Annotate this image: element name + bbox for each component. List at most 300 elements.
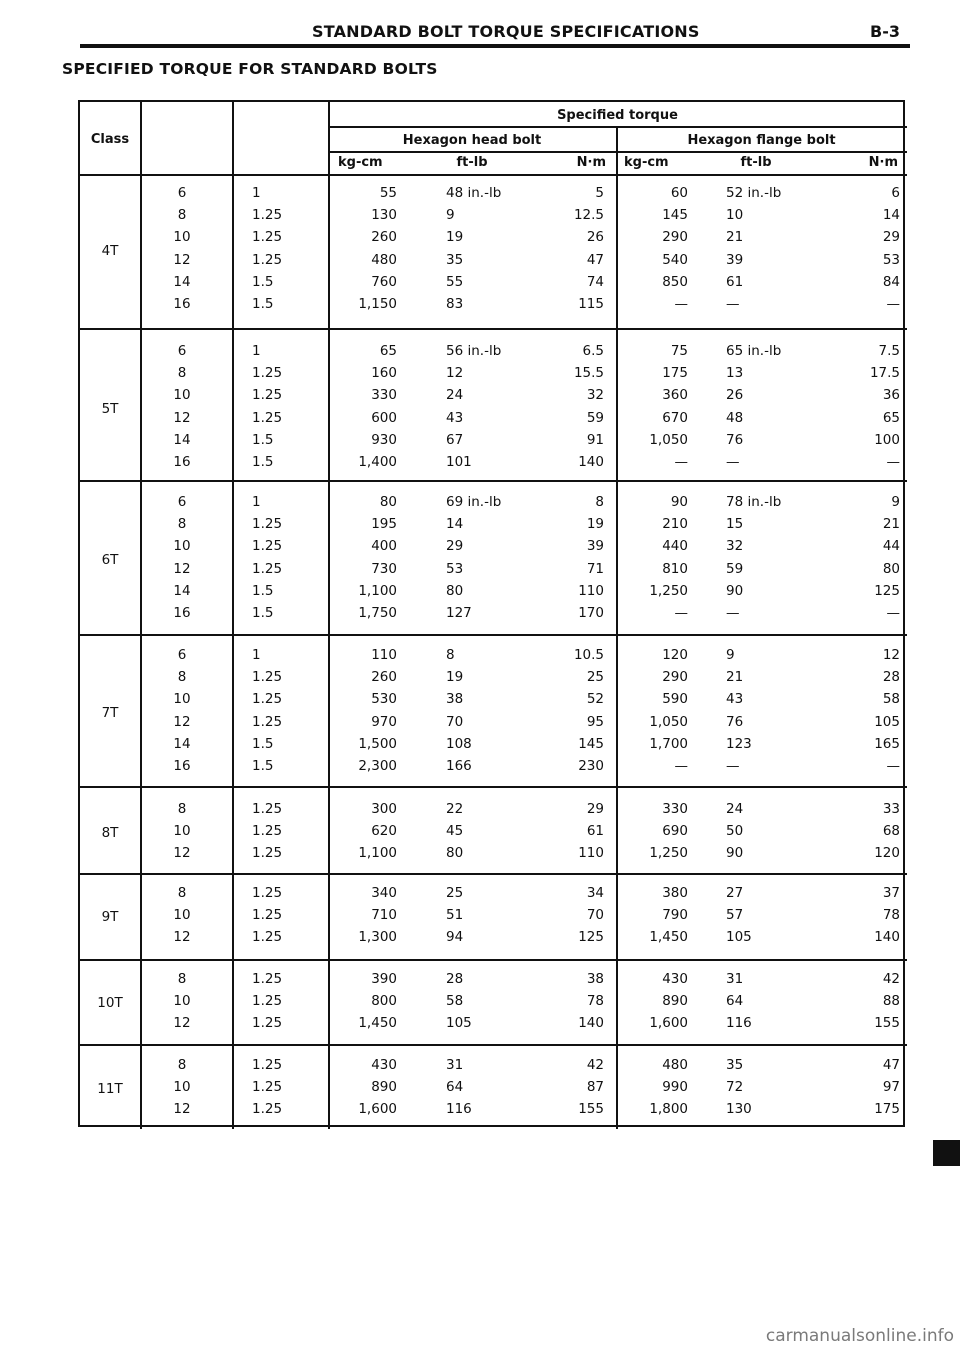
table-cell: 380 bbox=[662, 885, 688, 901]
table-cell: 14 bbox=[173, 431, 191, 448]
header-unit: ft-lb bbox=[456, 155, 488, 170]
table-cell: 61 bbox=[586, 823, 604, 840]
table-cell: 69 in.-lb bbox=[446, 494, 502, 510]
table-cell: 125 bbox=[578, 929, 604, 946]
table-cell: 330 bbox=[371, 387, 397, 404]
table-cell: 29 bbox=[882, 229, 900, 246]
table-cell: 17.5 bbox=[869, 365, 900, 382]
table-cell: 10 bbox=[173, 387, 191, 404]
table-cell: 1.25 bbox=[252, 669, 283, 686]
table-cell: 120 bbox=[874, 845, 900, 862]
table-cell: 1.25 bbox=[252, 691, 283, 708]
table-cell: 88 bbox=[882, 993, 900, 1010]
table-cell: 36 bbox=[882, 387, 900, 404]
group-divider bbox=[80, 786, 907, 788]
header-unit: kg-cm bbox=[338, 155, 383, 170]
table-cell: 140 bbox=[578, 454, 604, 470]
table-cell: 25 bbox=[446, 885, 464, 901]
table-cell: 710 bbox=[371, 907, 397, 924]
table-cell: 1.5 bbox=[252, 758, 274, 774]
table-cell: 430 bbox=[662, 971, 688, 987]
table-cell: 300 bbox=[371, 801, 397, 817]
table-cell: — bbox=[726, 296, 740, 312]
table-cell: 29 bbox=[446, 538, 464, 555]
table-cell: 1.25 bbox=[252, 516, 283, 533]
table-cell: 75 bbox=[670, 343, 688, 359]
table-cell: 21 bbox=[726, 669, 744, 686]
table-cell: 12.5 bbox=[573, 207, 604, 224]
table-cell: 1.25 bbox=[252, 365, 283, 382]
group-divider bbox=[80, 1044, 907, 1046]
table-cell: 80 bbox=[882, 560, 900, 577]
table-cell: 1,750 bbox=[358, 605, 397, 621]
table-cell: 145 bbox=[578, 735, 604, 752]
table-cell: 10 bbox=[726, 207, 744, 224]
table-cell: 155 bbox=[578, 1101, 604, 1118]
table-cell: 8 bbox=[595, 494, 604, 510]
table-cell: 290 bbox=[662, 229, 688, 246]
table-cell: 850 bbox=[662, 273, 688, 290]
table-cell: 1.25 bbox=[252, 1015, 283, 1032]
class-label: 8T bbox=[101, 825, 119, 842]
table-cell: — bbox=[674, 296, 688, 312]
table-cell: 10 bbox=[173, 691, 191, 708]
table-cell: 1.25 bbox=[252, 387, 283, 404]
table-cell: 290 bbox=[662, 669, 688, 686]
table-cell: 1.5 bbox=[252, 735, 274, 752]
table-cell: 1,450 bbox=[649, 929, 688, 946]
table-cell: — bbox=[674, 758, 688, 774]
table-cell: 9 bbox=[726, 647, 735, 663]
table-cell: 10 bbox=[173, 1079, 191, 1096]
table-cell: 730 bbox=[371, 560, 397, 577]
table-cell: 80 bbox=[446, 582, 464, 599]
table-cell: 37 bbox=[882, 885, 900, 901]
table-cell: 52 in.-lb bbox=[726, 185, 782, 201]
table-cell: 95 bbox=[586, 713, 604, 730]
table-cell: 56 in.-lb bbox=[446, 343, 502, 359]
table-cell: 8 bbox=[177, 801, 187, 817]
table-cell: 8 bbox=[177, 885, 187, 901]
torque-table bbox=[78, 100, 905, 1127]
table-cell: 19 bbox=[586, 516, 604, 533]
table-cell: 68 bbox=[882, 823, 900, 840]
class-label: 6T bbox=[101, 551, 119, 568]
table-cell: — bbox=[726, 758, 740, 774]
table-cell: 58 bbox=[446, 993, 464, 1010]
header-unit: ft-lb bbox=[740, 155, 772, 170]
table-cell: 101 bbox=[446, 454, 472, 470]
column-divider bbox=[328, 102, 330, 1129]
table-cell: 76 bbox=[726, 713, 744, 730]
table-cell: 400 bbox=[371, 538, 397, 555]
table-cell: 540 bbox=[662, 251, 688, 268]
table-cell: 620 bbox=[371, 823, 397, 840]
table-cell: 390 bbox=[371, 971, 397, 987]
table-cell: 590 bbox=[662, 691, 688, 708]
table-cell: 7.5 bbox=[878, 343, 900, 359]
table-cell: 175 bbox=[662, 365, 688, 382]
table-cell: 1.25 bbox=[252, 229, 283, 246]
table-cell: 10 bbox=[173, 538, 191, 555]
page-header bbox=[62, 22, 900, 46]
table-cell: 12 bbox=[173, 845, 191, 862]
table-cell: 115 bbox=[578, 296, 604, 312]
table-cell: 12 bbox=[882, 647, 900, 663]
table-cell: 21 bbox=[882, 516, 900, 533]
table-cell: 1.5 bbox=[252, 605, 274, 621]
table-cell: 35 bbox=[446, 251, 464, 268]
table-cell: 1.25 bbox=[252, 207, 283, 224]
table-cell: 800 bbox=[371, 993, 397, 1010]
table-cell: 59 bbox=[586, 409, 604, 426]
table-cell: 74 bbox=[586, 273, 604, 290]
table-cell: 42 bbox=[586, 1057, 604, 1073]
table-cell: 61 bbox=[726, 273, 744, 290]
table-cell: 10.5 bbox=[573, 647, 604, 663]
table-cell: 1.25 bbox=[252, 907, 283, 924]
table-cell: 690 bbox=[662, 823, 688, 840]
table-cell: 55 bbox=[446, 273, 464, 290]
table-cell: 14 bbox=[882, 207, 900, 224]
table-cell: 330 bbox=[662, 801, 688, 817]
table-cell: 67 bbox=[446, 431, 464, 448]
table-cell: 43 bbox=[726, 691, 744, 708]
table-cell: 28 bbox=[446, 971, 464, 987]
table-cell: 480 bbox=[371, 251, 397, 268]
table-cell: 16 bbox=[173, 454, 191, 470]
table-cell: 50 bbox=[726, 823, 744, 840]
table-cell: 155 bbox=[874, 1015, 900, 1032]
table-cell: 12 bbox=[173, 560, 191, 577]
class-label: 11T bbox=[97, 1081, 123, 1098]
table-cell: 38 bbox=[586, 971, 604, 987]
header-rule bbox=[80, 44, 910, 48]
table-cell: 1,050 bbox=[649, 713, 688, 730]
table-cell: 32 bbox=[726, 538, 744, 555]
table-cell: 6 bbox=[177, 494, 187, 510]
table-cell: 1.25 bbox=[252, 560, 283, 577]
table-cell: 8 bbox=[177, 365, 187, 382]
header-unit: kg-cm bbox=[624, 155, 669, 170]
table-cell: 1,400 bbox=[358, 454, 397, 470]
table-cell: 1,300 bbox=[358, 929, 397, 946]
table-cell: 670 bbox=[662, 409, 688, 426]
table-cell: 6 bbox=[177, 185, 187, 201]
table-cell: 760 bbox=[371, 273, 397, 290]
table-cell: 1.25 bbox=[252, 993, 283, 1010]
table-cell: 6 bbox=[891, 185, 900, 201]
table-cell: — bbox=[726, 605, 740, 621]
table-cell: 78 bbox=[586, 993, 604, 1010]
table-cell: 52 bbox=[586, 691, 604, 708]
table-cell: 1.25 bbox=[252, 713, 283, 730]
table-cell: 166 bbox=[446, 758, 472, 774]
table-cell: 6 bbox=[177, 647, 187, 663]
table-cell: 130 bbox=[726, 1101, 752, 1118]
table-cell: 5 bbox=[595, 185, 604, 201]
table-cell: 1.5 bbox=[252, 454, 274, 470]
table-cell: 108 bbox=[446, 735, 472, 752]
table-cell: 33 bbox=[882, 801, 900, 817]
table-cell: 970 bbox=[371, 713, 397, 730]
table-cell: 1,100 bbox=[358, 582, 397, 599]
table-cell: 990 bbox=[662, 1079, 688, 1096]
table-cell: 65 bbox=[379, 343, 397, 359]
table-cell: 22 bbox=[446, 801, 464, 817]
table-cell: 8 bbox=[177, 669, 187, 686]
table-cell: 84 bbox=[882, 273, 900, 290]
table-cell: 53 bbox=[446, 560, 464, 577]
table-cell: 1.25 bbox=[252, 409, 283, 426]
table-cell: 15.5 bbox=[573, 365, 604, 382]
class-label: 9T bbox=[101, 909, 119, 926]
table-cell: 1,800 bbox=[649, 1101, 688, 1118]
table-cell: 80 bbox=[446, 845, 464, 862]
table-cell: 14 bbox=[173, 735, 191, 752]
table-cell: 1,250 bbox=[649, 582, 688, 599]
table-cell: 44 bbox=[882, 538, 900, 555]
table-cell: 38 bbox=[446, 691, 464, 708]
table-cell: 1.25 bbox=[252, 885, 283, 901]
table-cell: 1,100 bbox=[358, 845, 397, 862]
table-cell: 116 bbox=[726, 1015, 752, 1032]
table-cell: 1.25 bbox=[252, 1057, 283, 1073]
table-cell: 94 bbox=[446, 929, 464, 946]
table-cell: 10 bbox=[173, 907, 191, 924]
table-cell: 6.5 bbox=[582, 343, 604, 359]
table-cell: 1.5 bbox=[252, 582, 274, 599]
table-cell: 12 bbox=[173, 1101, 191, 1118]
watermark: carmanualsonline.info bbox=[765, 1326, 954, 1346]
table-cell: 123 bbox=[726, 735, 752, 752]
table-cell: 120 bbox=[662, 647, 688, 663]
table-cell: 1,600 bbox=[358, 1101, 397, 1118]
table-cell: 70 bbox=[446, 713, 464, 730]
table-cell: 21 bbox=[726, 229, 744, 246]
table-cell: 14 bbox=[446, 516, 464, 533]
table-cell: — bbox=[886, 605, 900, 621]
table-cell: 600 bbox=[371, 409, 397, 426]
table-cell: 110 bbox=[371, 647, 397, 663]
table-cell: 71 bbox=[586, 560, 604, 577]
table-cell: 1 bbox=[252, 185, 261, 201]
table-cell: 140 bbox=[874, 929, 900, 946]
table-cell: 15 bbox=[726, 516, 744, 533]
header-hexagon-head-bolt: Hexagon head bolt bbox=[402, 133, 542, 148]
table-cell: 175 bbox=[874, 1101, 900, 1118]
header-divider bbox=[328, 126, 907, 128]
table-cell: 90 bbox=[726, 845, 744, 862]
table-cell: 90 bbox=[670, 494, 688, 510]
table-cell: 260 bbox=[371, 229, 397, 246]
table-cell: 1.25 bbox=[252, 845, 283, 862]
table-cell: 105 bbox=[446, 1015, 472, 1032]
table-cell: 12 bbox=[173, 409, 191, 426]
table-cell: 1.5 bbox=[252, 296, 274, 312]
table-cell: 1.25 bbox=[252, 1079, 283, 1096]
table-cell: 145 bbox=[662, 207, 688, 224]
table-cell: 105 bbox=[726, 929, 752, 946]
table-cell: 1.25 bbox=[252, 823, 283, 840]
table-cell: 1.25 bbox=[252, 801, 283, 817]
table-cell: 19 bbox=[446, 669, 464, 686]
table-cell: 930 bbox=[371, 431, 397, 448]
table-cell: 25 bbox=[586, 669, 604, 686]
table-cell: 60 bbox=[670, 185, 688, 201]
table-cell: 1,150 bbox=[358, 296, 397, 312]
table-cell: — bbox=[726, 454, 740, 470]
header-unit: N·m bbox=[576, 155, 606, 170]
table-cell: 8 bbox=[177, 971, 187, 987]
table-cell: 51 bbox=[446, 907, 464, 924]
table-cell: 64 bbox=[726, 993, 744, 1010]
side-tab-marker bbox=[933, 1140, 960, 1166]
table-cell: 45 bbox=[446, 823, 464, 840]
table-cell: — bbox=[674, 454, 688, 470]
table-cell: 39 bbox=[586, 538, 604, 555]
table-cell: 12 bbox=[173, 929, 191, 946]
table-cell: — bbox=[886, 454, 900, 470]
table-cell: 12 bbox=[446, 365, 464, 382]
group-divider bbox=[80, 634, 907, 636]
table-cell: 1,700 bbox=[649, 735, 688, 752]
table-cell: 14 bbox=[173, 273, 191, 290]
table-cell: 1.25 bbox=[252, 929, 283, 946]
table-cell: 97 bbox=[882, 1079, 900, 1096]
column-divider bbox=[232, 102, 234, 1129]
table-cell: 100 bbox=[874, 431, 900, 448]
table-cell: 110 bbox=[578, 845, 604, 862]
table-cell: 1,050 bbox=[649, 431, 688, 448]
table-cell: 127 bbox=[446, 605, 472, 621]
group-divider bbox=[80, 959, 907, 961]
table-cell: 110 bbox=[578, 582, 604, 599]
table-cell: 170 bbox=[578, 605, 604, 621]
table-cell: 1 bbox=[252, 647, 261, 663]
table-cell: 9 bbox=[891, 494, 900, 510]
table-cell: 360 bbox=[662, 387, 688, 404]
table-cell: — bbox=[886, 758, 900, 774]
table-cell: 47 bbox=[586, 251, 604, 268]
table-cell: 13 bbox=[726, 365, 744, 382]
table-cell: 16 bbox=[173, 605, 191, 621]
table-cell: 27 bbox=[726, 885, 744, 901]
header-divider bbox=[80, 174, 907, 176]
table-cell: 29 bbox=[586, 801, 604, 817]
table-cell: 440 bbox=[662, 538, 688, 555]
table-cell: 1 bbox=[252, 343, 261, 359]
table-cell: 31 bbox=[726, 971, 744, 987]
table-cell: 90 bbox=[726, 582, 744, 599]
table-cell: 116 bbox=[446, 1101, 472, 1118]
table-cell: 12 bbox=[173, 1015, 191, 1032]
table-cell: 42 bbox=[882, 971, 900, 987]
table-cell: 83 bbox=[446, 296, 464, 312]
table-cell: 6 bbox=[177, 343, 187, 359]
table-cell: 26 bbox=[586, 229, 604, 246]
table-cell: 2,300 bbox=[358, 758, 397, 774]
table-cell: 48 bbox=[726, 409, 744, 426]
table-cell: 430 bbox=[371, 1057, 397, 1073]
table-cell: 26 bbox=[726, 387, 744, 404]
table-cell: 78 in.-lb bbox=[726, 494, 782, 510]
table-cell: — bbox=[674, 605, 688, 621]
header-specified-torque: Specified torque bbox=[557, 108, 678, 123]
table-cell: 260 bbox=[371, 669, 397, 686]
table-cell: 1.25 bbox=[252, 1101, 283, 1118]
table-cell: 57 bbox=[726, 907, 744, 924]
header-divider bbox=[328, 151, 907, 153]
table-cell: 72 bbox=[726, 1079, 744, 1096]
table-cell: 160 bbox=[371, 365, 397, 382]
table-cell: 1.5 bbox=[252, 431, 274, 448]
table-cell: 1,500 bbox=[358, 735, 397, 752]
table-cell: 58 bbox=[882, 691, 900, 708]
table-cell: 28 bbox=[882, 669, 900, 686]
table-cell: 8 bbox=[446, 647, 455, 663]
table-cell: 10 bbox=[173, 993, 191, 1010]
table-cell: 8 bbox=[177, 516, 187, 533]
table-cell: 31 bbox=[446, 1057, 464, 1073]
table-cell: 64 bbox=[446, 1079, 464, 1096]
class-label: 7T bbox=[101, 704, 119, 721]
table-cell: 810 bbox=[662, 560, 688, 577]
table-cell: 1,450 bbox=[358, 1015, 397, 1032]
table-cell: 125 bbox=[874, 582, 900, 599]
group-divider bbox=[80, 873, 907, 875]
table-cell: 59 bbox=[726, 560, 744, 577]
table-cell: 16 bbox=[173, 758, 191, 774]
header-class: Class bbox=[90, 132, 130, 147]
group-divider bbox=[80, 328, 907, 330]
table-cell: 165 bbox=[874, 735, 900, 752]
table-cell: 1.5 bbox=[252, 273, 274, 290]
table-cell: 48 in.-lb bbox=[446, 185, 502, 201]
table-cell: 76 bbox=[726, 431, 744, 448]
table-cell: 70 bbox=[586, 907, 604, 924]
table-cell: 24 bbox=[446, 387, 464, 404]
table-cell: 91 bbox=[586, 431, 604, 448]
table-cell: 43 bbox=[446, 409, 464, 426]
table-cell: 55 bbox=[379, 185, 397, 201]
class-label: 5T bbox=[101, 400, 119, 417]
table-cell: 14 bbox=[173, 582, 191, 599]
table-cell: 10 bbox=[173, 229, 191, 246]
table-cell: 530 bbox=[371, 691, 397, 708]
group-divider bbox=[80, 480, 907, 482]
table-cell: 12 bbox=[173, 251, 191, 268]
table-cell: 80 bbox=[379, 494, 397, 510]
table-cell: 105 bbox=[874, 713, 900, 730]
table-cell: 19 bbox=[446, 229, 464, 246]
table-cell: 130 bbox=[371, 207, 397, 224]
header-unit: N·m bbox=[868, 155, 898, 170]
class-label: 4T bbox=[101, 242, 119, 259]
table-cell: 890 bbox=[662, 993, 688, 1010]
table-cell: 8 bbox=[177, 207, 187, 224]
table-cell: 10 bbox=[173, 823, 191, 840]
table-cell: 890 bbox=[371, 1079, 397, 1096]
table-cell: 140 bbox=[578, 1015, 604, 1032]
header-hexagon-flange-bolt: Hexagon flange bolt bbox=[687, 133, 836, 148]
section-title: SPECIFIED TORQUE FOR STANDARD BOLTS bbox=[62, 60, 438, 78]
table-cell: — bbox=[886, 296, 900, 312]
table-cell: 1 bbox=[252, 494, 261, 510]
table-cell: 1,250 bbox=[649, 845, 688, 862]
table-cell: 39 bbox=[726, 251, 744, 268]
table-cell: 480 bbox=[662, 1057, 688, 1073]
